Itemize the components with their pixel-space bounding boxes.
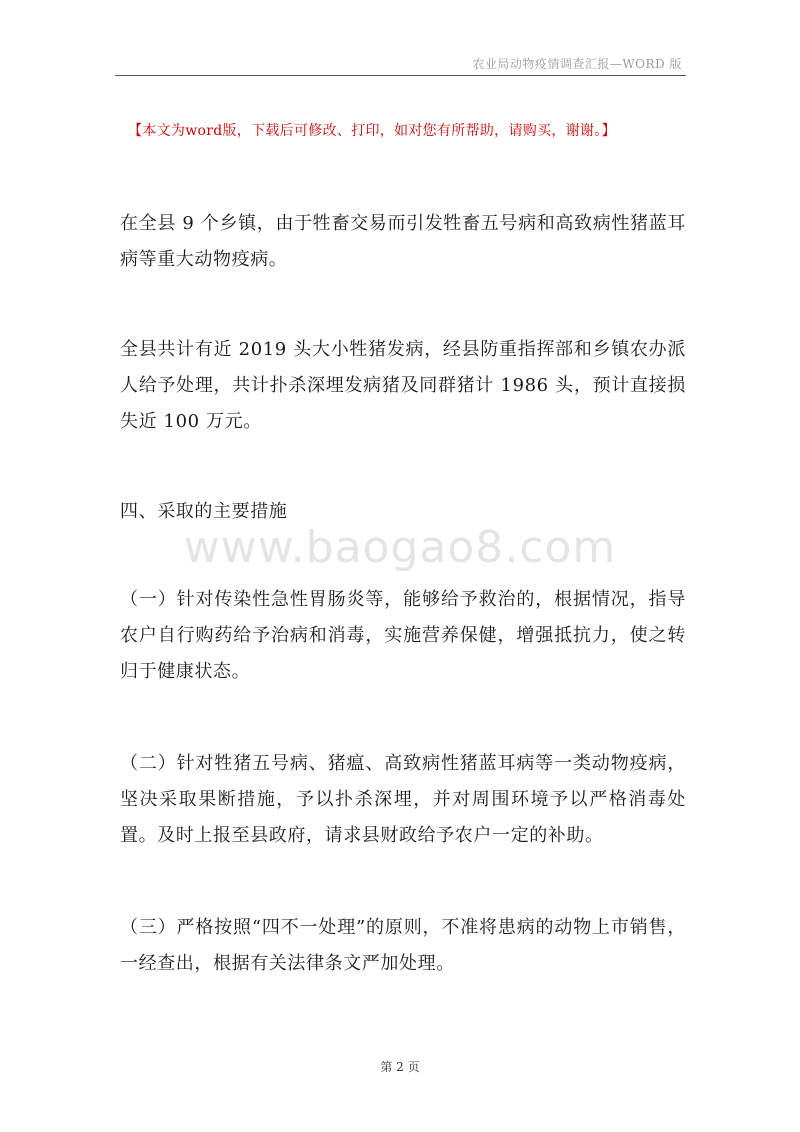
header-divider (115, 75, 686, 76)
purchase-notice: 【本文为word版，下载后可修改、打印，如对您有所帮助，请购买，谢谢。】 (128, 123, 616, 139)
watermark: www.baogao8.com (183, 522, 617, 573)
paragraph-measure-2 (120, 746, 686, 854)
section-heading-text: 四、采取的主要措施 (120, 501, 288, 522)
paragraph-text: 全县共计有近 2019 头大小牲猪发病，经县防重指挥部和乡镇农办派人给予处理，共计扑杀深埋发病猪及同群猪计 1986 头，预计直接损失近 100 万元。 (120, 339, 686, 432)
paragraph-text: （一）针对传染性急性胃肠炎等，能够给予救治的，根据情况，指导农户自行购药给予治病和消毒，实施营养保健，增强抵抗力，使之转归于健康状态。 (120, 589, 686, 682)
paragraph-measure-1 (120, 582, 686, 690)
paragraph-text: （二）针对牲猪五号病、猪瘟、高致病性猪蓝耳病等一类动物疫病，坚决采取果断措施，予以扑杀深埋，并对周围环境予以严格消毒处置。及时上报至县政府，请求县财政给予农户一定的补助。 (120, 753, 686, 846)
paragraph-2 (120, 332, 686, 440)
paragraph-measure-3 (120, 910, 686, 982)
page-number: 第 2 页 (380, 1060, 420, 1074)
paragraph-text: （三）严格按照“四不一处理”的原则，不准将患病的动物上市销售，一经查出，根据有关法律条文严加处理。 (120, 917, 686, 974)
header-title: 农业局动物疫情调查汇报—WORD 版 (472, 57, 682, 71)
paragraph-1 (120, 206, 686, 278)
paragraph-text: 在全县 9 个乡镇，由于牲畜交易而引发牲畜五号病和高致病性猪蓝耳病等重大动物疫病。 (120, 213, 686, 270)
